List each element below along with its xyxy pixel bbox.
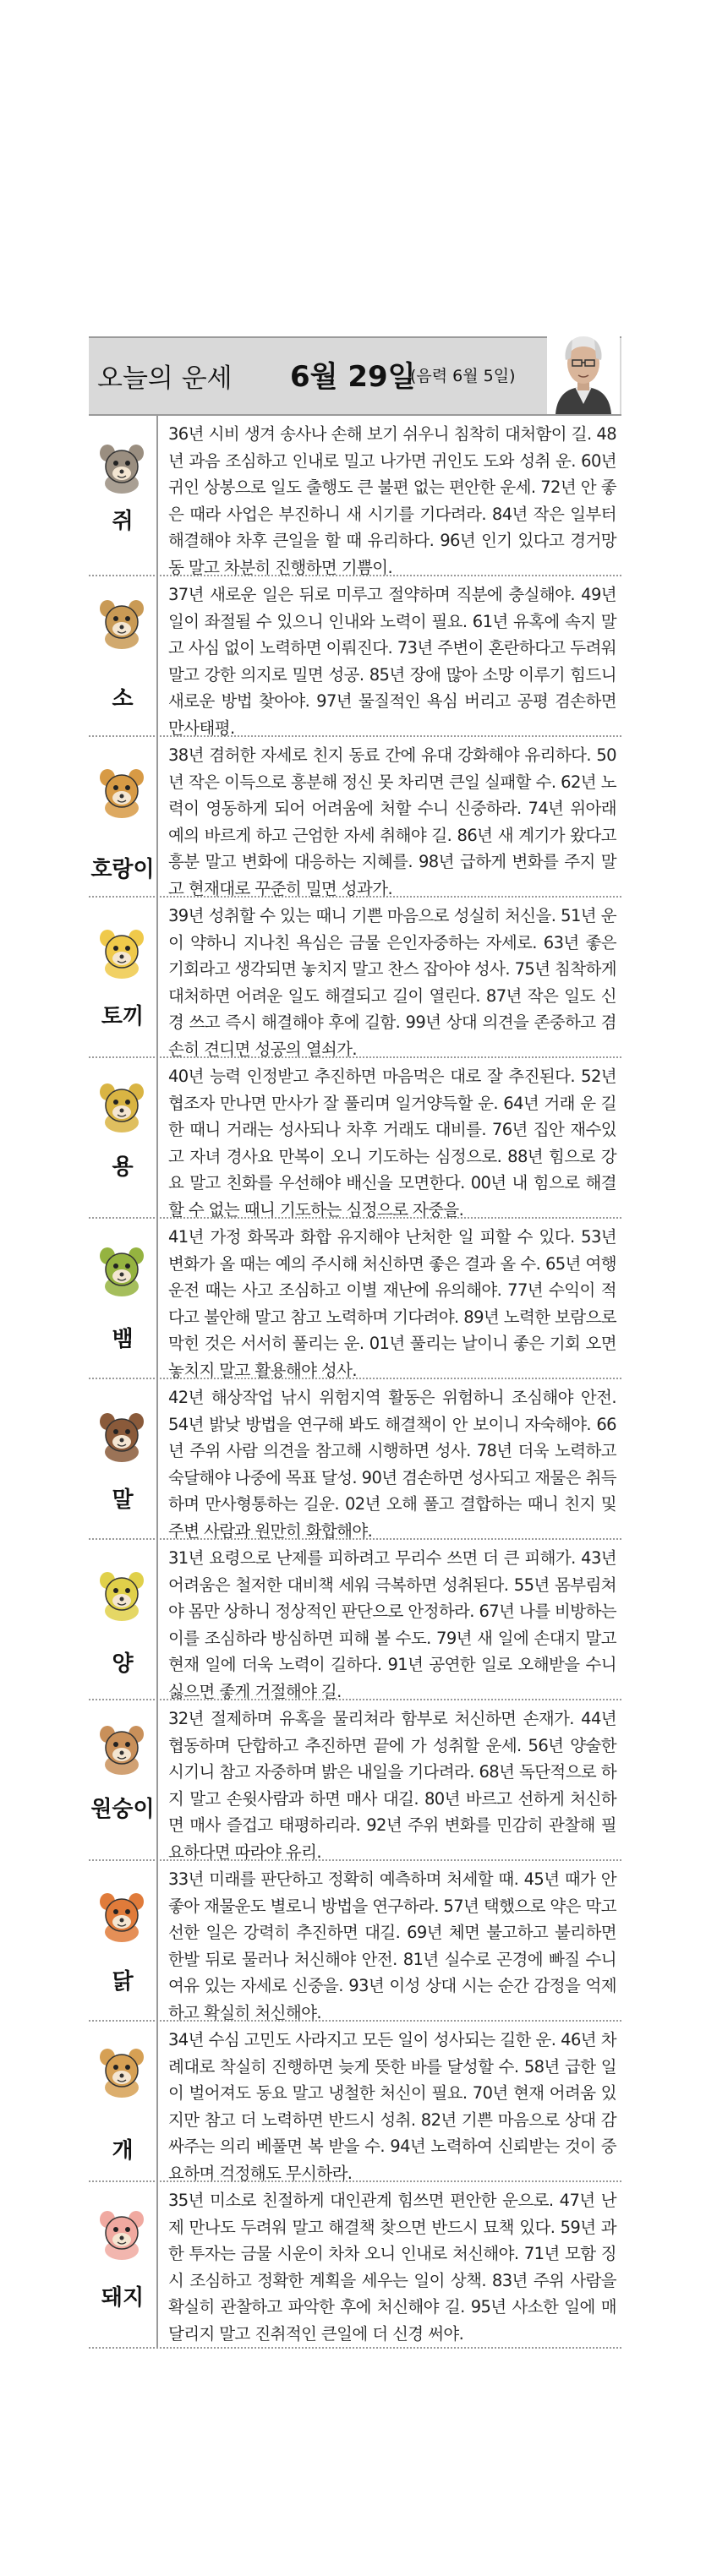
zodiac-cell xyxy=(89,1219,158,1378)
zodiac-cell xyxy=(89,898,158,1056)
fortune-entry xyxy=(89,737,621,898)
zodiac-name: 돼지 xyxy=(101,2285,145,2311)
fortune-text: 34년 수심 고민도 사라지고 모든 일이 성사되는 길한 운. 46년 차례대로 착실히 진행하면 늦게 뜻한 바를 달성할 수. 58년 급한 일이 벌어져도 동요 말고 냉철한 처신이 필요. 70년 현재 어려움 있지만 참고 더 노력하면 반드시 성취. 82년 기쁜 마음으로 상대 감싸주는 의리 베풀면 복 받을 수. 94년 노력하여 신뢰받는 것이 중요하며 걱정해도 무시하라. xyxy=(168,2030,616,2183)
fortune-entry xyxy=(89,1861,621,2022)
fortune-text: 42년 해상작업 낚시 위험지역 활동은 위험하니 조심해야 안전. 54년 밝낮 방법을 연구해 봐도 해결책이 안 보이니 자숙해야. 66년 주위 사람 의견을 참고해 시행하면 성사. 78년 더욱 노력하고 숙달해야 나중에 목표 달성. 90년 겸손하면 성사되고 재물은 취득하며 만사형통하는 길운. 02년 오해 풀고 결합하는 때니 친지 및 주변 사람과 원만히 화합해야. xyxy=(168,1388,616,1541)
fortune-entry xyxy=(89,416,621,576)
horse-icon xyxy=(96,1410,148,1464)
fortune-date: 6월 29일 xyxy=(290,360,416,394)
fortune-text: 37년 새로운 일은 뒤로 미루고 절약하며 직분에 충실해야. 49년 일이 좌절될 수 있으니 인내와 노력이 필요. 61년 유혹에 속지 말고 사심 없이 노력하면 이뤄진다. 73년 주변이 혼란하다고 두려워 말고 강한 의지로 밀면 성공. 85년 장애 많아 소망 이루기 힘드니 새로운 방법 찾아야. 97년 물질적인 욕심 버리고 공평 겸손하면 만사태평. xyxy=(168,585,616,738)
snake-icon xyxy=(96,1244,148,1298)
columnist-portrait xyxy=(547,326,620,414)
zodiac-name: 토끼 xyxy=(101,1004,145,1029)
fortune-entry xyxy=(89,1379,621,1540)
zodiac-name: 양 xyxy=(112,1651,134,1677)
zodiac-name: 개 xyxy=(112,2138,134,2164)
rat-icon xyxy=(96,441,148,495)
zodiac-cell xyxy=(89,576,158,735)
fortune-text: 36년 시비 생겨 송사나 손해 보기 쉬우니 침착히 대처함이 길. 48년 과음 조심하고 인내로 밀고 나가면 귀인도 도와 성취 운. 60년 귀인 상봉으로 일도 출행도 큰 불편 없는 편안한 운세. 72년 안 좋은 때라 사업은 부진하니 새 시기를 기다려라. 84년 작은 일부터 해결해야 차후 큰일을 할 때 유리하다. 96년 인기 있다고 경거망동 말고 차분히 진행하면 기쁨이. xyxy=(168,424,616,577)
zodiac-cell xyxy=(89,2022,158,2180)
fortune-entry xyxy=(89,1219,621,1379)
dog-icon xyxy=(96,2045,148,2099)
fortune-text: 39년 성취할 수 있는 때니 기쁜 마음으로 성실히 처신을. 51년 운이 약하니 지나친 욕심은 금물 은인자중하는 자세로. 63년 좋은 기회라고 생각되면 놓치지 말고 찬스 잡아야 성사. 75년 침착하게 대처하면 어려운 일도 해결되고 길이 열린다. 87년 작은 일도 신경 쓰고 즉시 해결해야 후에 길함. 99년 상대 의견을 존중하고 겸손히 견디면 성공의 열쇠가. xyxy=(168,906,616,1059)
fortune-text: 41년 가정 화목과 화합 유지해야 난처한 일 피할 수 있다. 53년 변화가 올 때는 예의 주시해 처신하면 좋은 결과 올 수. 65년 여행 운전 때는 사고 조심하고 이별 재난에 유의해야. 77년 수익이 적다고 불안해 말고 참고 노력하며 기다려야. 89년 노력한 보람으로 막힌 것은 서서히 풀리는 운. 01년 풀리는 날이니 좋은 기회 오면 놓치지 말고 활용해야 성사. xyxy=(168,1227,616,1380)
rooster-icon xyxy=(96,1890,148,1944)
fortune-text: 32년 절제하며 유혹을 물리쳐라 함부로 처신하면 손재가. 44년 협동하며 단합하고 추진하면 끝에 가 성취할 운세. 56년 양술한 시기니 참고 자중하며 밝은 내일을 기다려라. 68년 독단적으로 하지 말고 손윗사람과 하면 매사 대길. 80년 바르고 선하게 처신하면 매사 즐겁고 태평하리라. 92년 주위 변화를 민감히 관찰해 필요하다면 따라야 유리. xyxy=(168,1709,616,1862)
fortune-text: 33년 미래를 판단하고 정확히 예측하며 처세할 때. 45년 때가 안 좋아 재물운도 별로니 방법을 연구하라. 57년 택했으로 약은 막고 선한 일은 강력히 추진하면 대길. 69년 체면 불고하고 불리하면 한발 뒤로 물러나 처신해야 안전. 81년 실수로 곤경에 빠질 수니 여유 있는 자세로 신중을. 93년 이성 상대 시는 순간 감정을 억제하고 확실히 처신해야. xyxy=(168,1869,616,2022)
zodiac-cell xyxy=(89,1700,158,1859)
section-title: 오늘의 운세 xyxy=(97,363,233,394)
fortune-header xyxy=(89,336,621,416)
lunar-date: (음력 6월 5일) xyxy=(410,367,516,385)
fortune-entry xyxy=(89,576,621,737)
zodiac-cell xyxy=(89,2182,158,2347)
zodiac-cell xyxy=(89,1379,158,1538)
zodiac-name: 뱀 xyxy=(112,1327,134,1352)
zodiac-cell xyxy=(89,416,158,575)
fortune-column xyxy=(89,336,621,2349)
zodiac-cell xyxy=(89,1861,158,2020)
sheep-icon xyxy=(96,1569,148,1623)
fortune-text: 31년 요령으로 난제를 피하려고 무리수 쓰면 더 큰 피해가. 43년 어려움은 철저한 대비책 세워 극복하면 성취된다. 55년 몸부림쳐야 몸만 상하니 정상적인 판단으로 안정하라. 67년 나를 비방하는 이를 조심하라 방심하면 피해 볼 수도. 79년 새 일에 손대지 말고 현재 일에 더욱 노력이 길하다. 91년 공연한 일로 오해받을 수니 싫으면 좋게 거절해야 길. xyxy=(168,1548,616,1701)
zodiac-cell xyxy=(89,737,158,896)
fortune-text: 38년 겸허한 자세로 친지 동료 간에 유대 강화해야 유리하다. 50년 작은 이득으로 흥분해 정신 못 차리면 큰일 실패할 수. 62년 노력이 영동하게 되어 어려움에 처할 수니 신중하라. 74년 위아래 예의 바르게 하고 근엄한 자세 취해야 길. 86년 새 계기가 왔다고 흥분 말고 변화에 대응하는 지혜를. 98년 급하게 변화를 주지 말고 현재대로 꾸준히 밀면 성과가. xyxy=(168,745,616,898)
fortune-entry xyxy=(89,898,621,1058)
zodiac-name: 닭 xyxy=(112,1969,134,1995)
pig-icon xyxy=(96,2208,148,2262)
fortune-entry xyxy=(89,1700,621,1861)
ox-icon xyxy=(96,597,148,651)
monkey-icon xyxy=(96,1722,148,1776)
zodiac-name: 소 xyxy=(112,686,134,712)
dragon-icon xyxy=(96,1080,148,1134)
zodiac-cell xyxy=(89,1058,158,1217)
zodiac-name: 원숭이 xyxy=(90,1797,155,1822)
fortune-entry xyxy=(89,1540,621,1700)
zodiac-name: 용 xyxy=(112,1154,134,1180)
zodiac-name: 쥐 xyxy=(112,509,134,534)
zodiac-name: 호랑이 xyxy=(90,857,155,882)
tiger-icon xyxy=(96,766,148,820)
fortune-text: 40년 능력 인정받고 추진하면 마음먹은 대로 잘 추진된다. 52년 협조자 만나면 만사가 잘 풀리며 일거양득할 운. 64년 거래 운 길한 때니 거래는 성사되나 차후 거래도 대비를. 76년 집안 재수있고 자녀 경사요 만복이 오니 기도하는 심정으로. 88년 힘으로 강요 말고 친화를 우선해야 배신을 모면한다. 00년 내 힘으로 해결할 수 없는 때니 기도하는 심정으로 자중을. xyxy=(168,1067,616,1220)
fortune-entry xyxy=(89,1058,621,1219)
fortune-entry xyxy=(89,2182,621,2349)
fortune-entry xyxy=(89,2022,621,2182)
zodiac-name: 말 xyxy=(112,1487,134,1513)
zodiac-cell xyxy=(89,1540,158,1699)
rabbit-icon xyxy=(96,926,148,980)
fortune-text: 35년 미소로 친절하게 대인관계 힘쓰면 편안한 운으로. 47년 난제 만나도 두려워 말고 해결책 찾으면 반드시 묘책 있다. 59년 과한 투자는 금물 시운이 차차 오니 인내로 처신해야. 71년 모함 징시 조심하고 정확한 계획을 세우는 일이 상책. 83년 주위 사람을 확실히 관찰하고 파악한 후에 처신해야 길. 95년 사소한 일에 매달리지 말고 진취적인 큰일에 더 신경 써야. xyxy=(168,2191,616,2344)
